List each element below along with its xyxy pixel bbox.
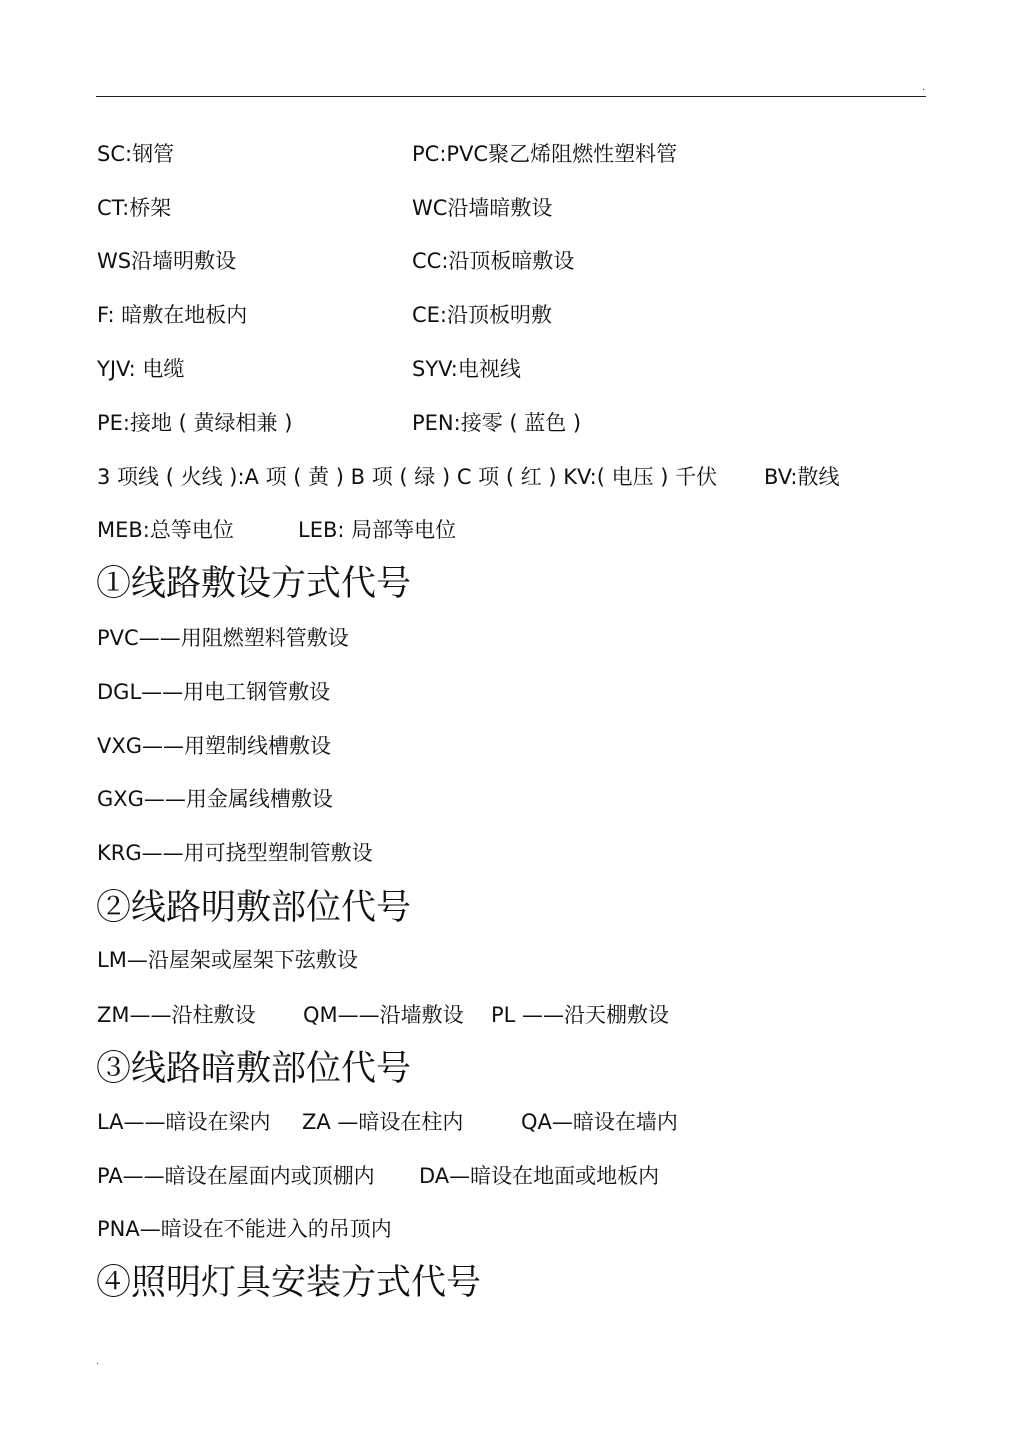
abbr-bv: BV:散线 [764, 465, 840, 489]
abbr-cc: CC:沿顶板暗敷设 [412, 249, 575, 273]
section2-item-qm: QM——沿墙敷设 [303, 1003, 464, 1027]
abbr-leb: LEB: 局部等电位 [298, 518, 457, 542]
abbr-pen: PEN:接零 ( 蓝色 ) [412, 411, 582, 435]
section1-item-dgl: DGL——用电工钢管敷设 [97, 680, 331, 704]
section3-item-pa: PA——暗设在屋面内或顶棚内 [97, 1164, 375, 1188]
section1-title: ①线路敷设方式代号 [96, 564, 412, 604]
section1-item-krg: KRG——用可挠型塑制管敷设 [97, 841, 373, 865]
abbr-ce: CE:沿顶板明敷 [412, 303, 553, 327]
section2-item-lm: LM—沿屋架或屋架下弦敷设 [97, 948, 358, 972]
abbr-f: F: 暗敷在地板内 [97, 303, 248, 327]
abbr-pe: PE:接地 ( 黄绿相兼 ) [97, 411, 293, 435]
abbr-yjv: YJV: 电缆 [97, 357, 185, 381]
section1-item-vxg: VXG——用塑制线槽敷设 [97, 734, 332, 758]
section3-item-la: LA——暗设在梁内 [97, 1110, 271, 1134]
section1-item-pvc: PVC——用阻燃塑料管敷设 [97, 626, 349, 650]
abbr-sc: SC:钢管 [97, 142, 175, 166]
section3-item-qa: QA—暗设在墙内 [521, 1110, 678, 1134]
abbr-ws: WS沿墙明敷设 [97, 249, 237, 273]
section3-item-da: DA—暗设在地面或地板内 [419, 1164, 660, 1188]
abbr-wc: WC沿墙暗敷设 [412, 196, 553, 220]
section1-item-gxg: GXG——用金属线槽敷设 [97, 787, 333, 811]
abbr-phase: 3 项线 ( 火线 ):A 项 ( 黄 ) B 项 ( 绿 ) C 项 ( 红 ) KV:( 电压 ) 千伏 [97, 465, 718, 489]
section2-item-zm: ZM——沿柱敷设 [97, 1003, 256, 1027]
section4-title: ④照明灯具安装方式代号 [96, 1263, 482, 1303]
section2-item-pl: PL ——沿天棚敷设 [491, 1003, 670, 1027]
abbr-syv: SYV:电视线 [412, 357, 521, 381]
header-rule [96, 96, 926, 97]
section3-title: ③线路暗敷部位代号 [96, 1049, 412, 1089]
footer-dot: . [96, 1356, 100, 1367]
section2-title: ②线路明敷部位代号 [96, 888, 412, 928]
abbr-ct: CT:桥架 [97, 196, 172, 220]
abbr-pc: PC:PVC聚乙烯阻燃性塑料管 [412, 142, 678, 166]
header-dot: . [922, 82, 926, 93]
abbr-meb: MEB:总等电位 [97, 518, 234, 542]
section3-item-za: ZA —暗设在柱内 [302, 1110, 464, 1134]
section3-item-pna: PNA—暗设在不能进入的吊顶内 [97, 1217, 392, 1241]
